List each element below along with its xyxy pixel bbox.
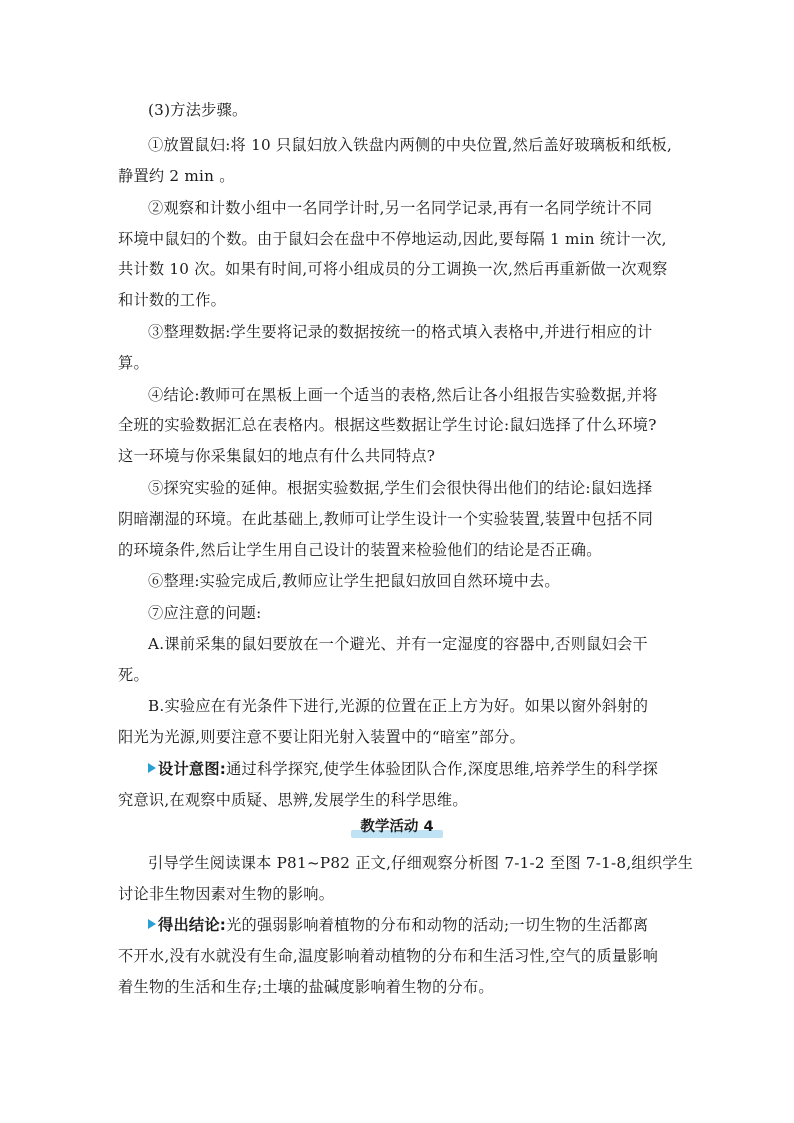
conclusion-line1 bbox=[148, 915, 648, 935]
guide-line2: 讨论非生物因素对生物的影响。 bbox=[118, 885, 335, 903]
design-intent-text: 通过科学探究,使学生体验团队合作,深度思维,培养学生的科学探 bbox=[226, 760, 659, 778]
step2-line3: 共计数 10 次。如果有时间,可将小组成员的分工调换一次,然后再重新做一次观察 bbox=[118, 260, 668, 278]
step5-line1: ⑤探究实验的延伸。根据实验数据,学生们会很快得出他们的结论:鼠妇选择 bbox=[148, 479, 653, 497]
step3-line2: 算。 bbox=[118, 354, 149, 372]
step2-line1: ②观察和计数小组中一名同学计时,另一名同学记录,再有一名同学统计不同 bbox=[148, 199, 653, 217]
conclusion-text: 光的强弱影响着植物的分布和动物的活动;一切生物的生活都离 bbox=[226, 916, 649, 934]
design-intent-line1 bbox=[148, 759, 658, 779]
step7-b-line1: B.实验应在有光条件下进行,光源的位置在正上方为好。如果以窗外斜射的 bbox=[148, 697, 649, 715]
triangle-bullet-icon bbox=[148, 919, 156, 929]
design-intent-line2: 究意识,在观察中质疑、思辨,发展学生的科学思维。 bbox=[118, 791, 468, 809]
step4-line2: 全班的实验数据汇总在表格内。根据这些数据让学生讨论:鼠妇选择了什么环境? bbox=[118, 416, 657, 434]
step5-line2: 阴暗潮湿的环境。在此基础上,教师可让学生设计一个实验装置,装置中包括不同 bbox=[118, 510, 654, 528]
step2-line2: 环境中鼠妇的个数。由于鼠妇会在盘中不停地运动,因此,要每隔 1 min 统计一次, bbox=[118, 230, 667, 248]
conclusion-line3: 着生物的生活和生存;土壤的盐碱度影响着生物的分布。 bbox=[118, 978, 494, 996]
step1-line2: 静置约 2 min 。 bbox=[118, 167, 235, 185]
step7-a-line1: A.课前采集的鼠妇要放在一个避光、并有一定湿度的容器中,否则鼠妇会干 bbox=[148, 635, 648, 653]
step7-title: ⑦应注意的问题: bbox=[148, 604, 262, 622]
steps-title: (3)方法步骤。 bbox=[148, 101, 248, 119]
conclusion-line2: 不开水,没有水就没有生命,温度影响着动植物的分布和生活习性,空气的质量影响 bbox=[118, 947, 659, 965]
activity-heading bbox=[351, 816, 443, 840]
design-intent-label: 设计意图: bbox=[158, 760, 227, 778]
triangle-bullet-icon bbox=[148, 763, 156, 773]
step6: ⑥整理:实验完成后,教师应让学生把鼠妇放回自然环境中去。 bbox=[148, 572, 560, 590]
guide-line1: 引导学生阅读课本 P81~P82 正文,仔细观察分析图 7-1-2 至图 7-1-8,组织学生 bbox=[148, 854, 694, 872]
step1-line1: ①放置鼠妇:将 10 只鼠妇放入铁盘内两侧的中央位置,然后盖好玻璃板和纸板, bbox=[148, 136, 673, 154]
step4-line1: ④结论:教师可在黑板上画一个适当的表格,然后让各小组报告实验数据,并将 bbox=[148, 386, 658, 404]
step3-line1: ③整理数据:学生要将记录的数据按统一的格式填入表格中,并进行相应的计 bbox=[148, 323, 653, 341]
conclusion-label: 得出结论: bbox=[158, 916, 227, 934]
step7-b-line2: 阳光为光源,则要注意不要让阳光射入装置中的“暗室”部分。 bbox=[118, 728, 526, 746]
step7-a-line2: 死。 bbox=[118, 666, 149, 684]
step2-line4: 和计数的工作。 bbox=[118, 291, 227, 309]
step4-line3: 这一环境与你采集鼠妇的地点有什么共同特点? bbox=[118, 447, 436, 465]
activity-heading-text: 教学活动 4 bbox=[360, 819, 434, 835]
step5-line3: 的环境条件,然后让学生用自己设计的装置来检验他们的结论是否正确。 bbox=[118, 541, 602, 559]
